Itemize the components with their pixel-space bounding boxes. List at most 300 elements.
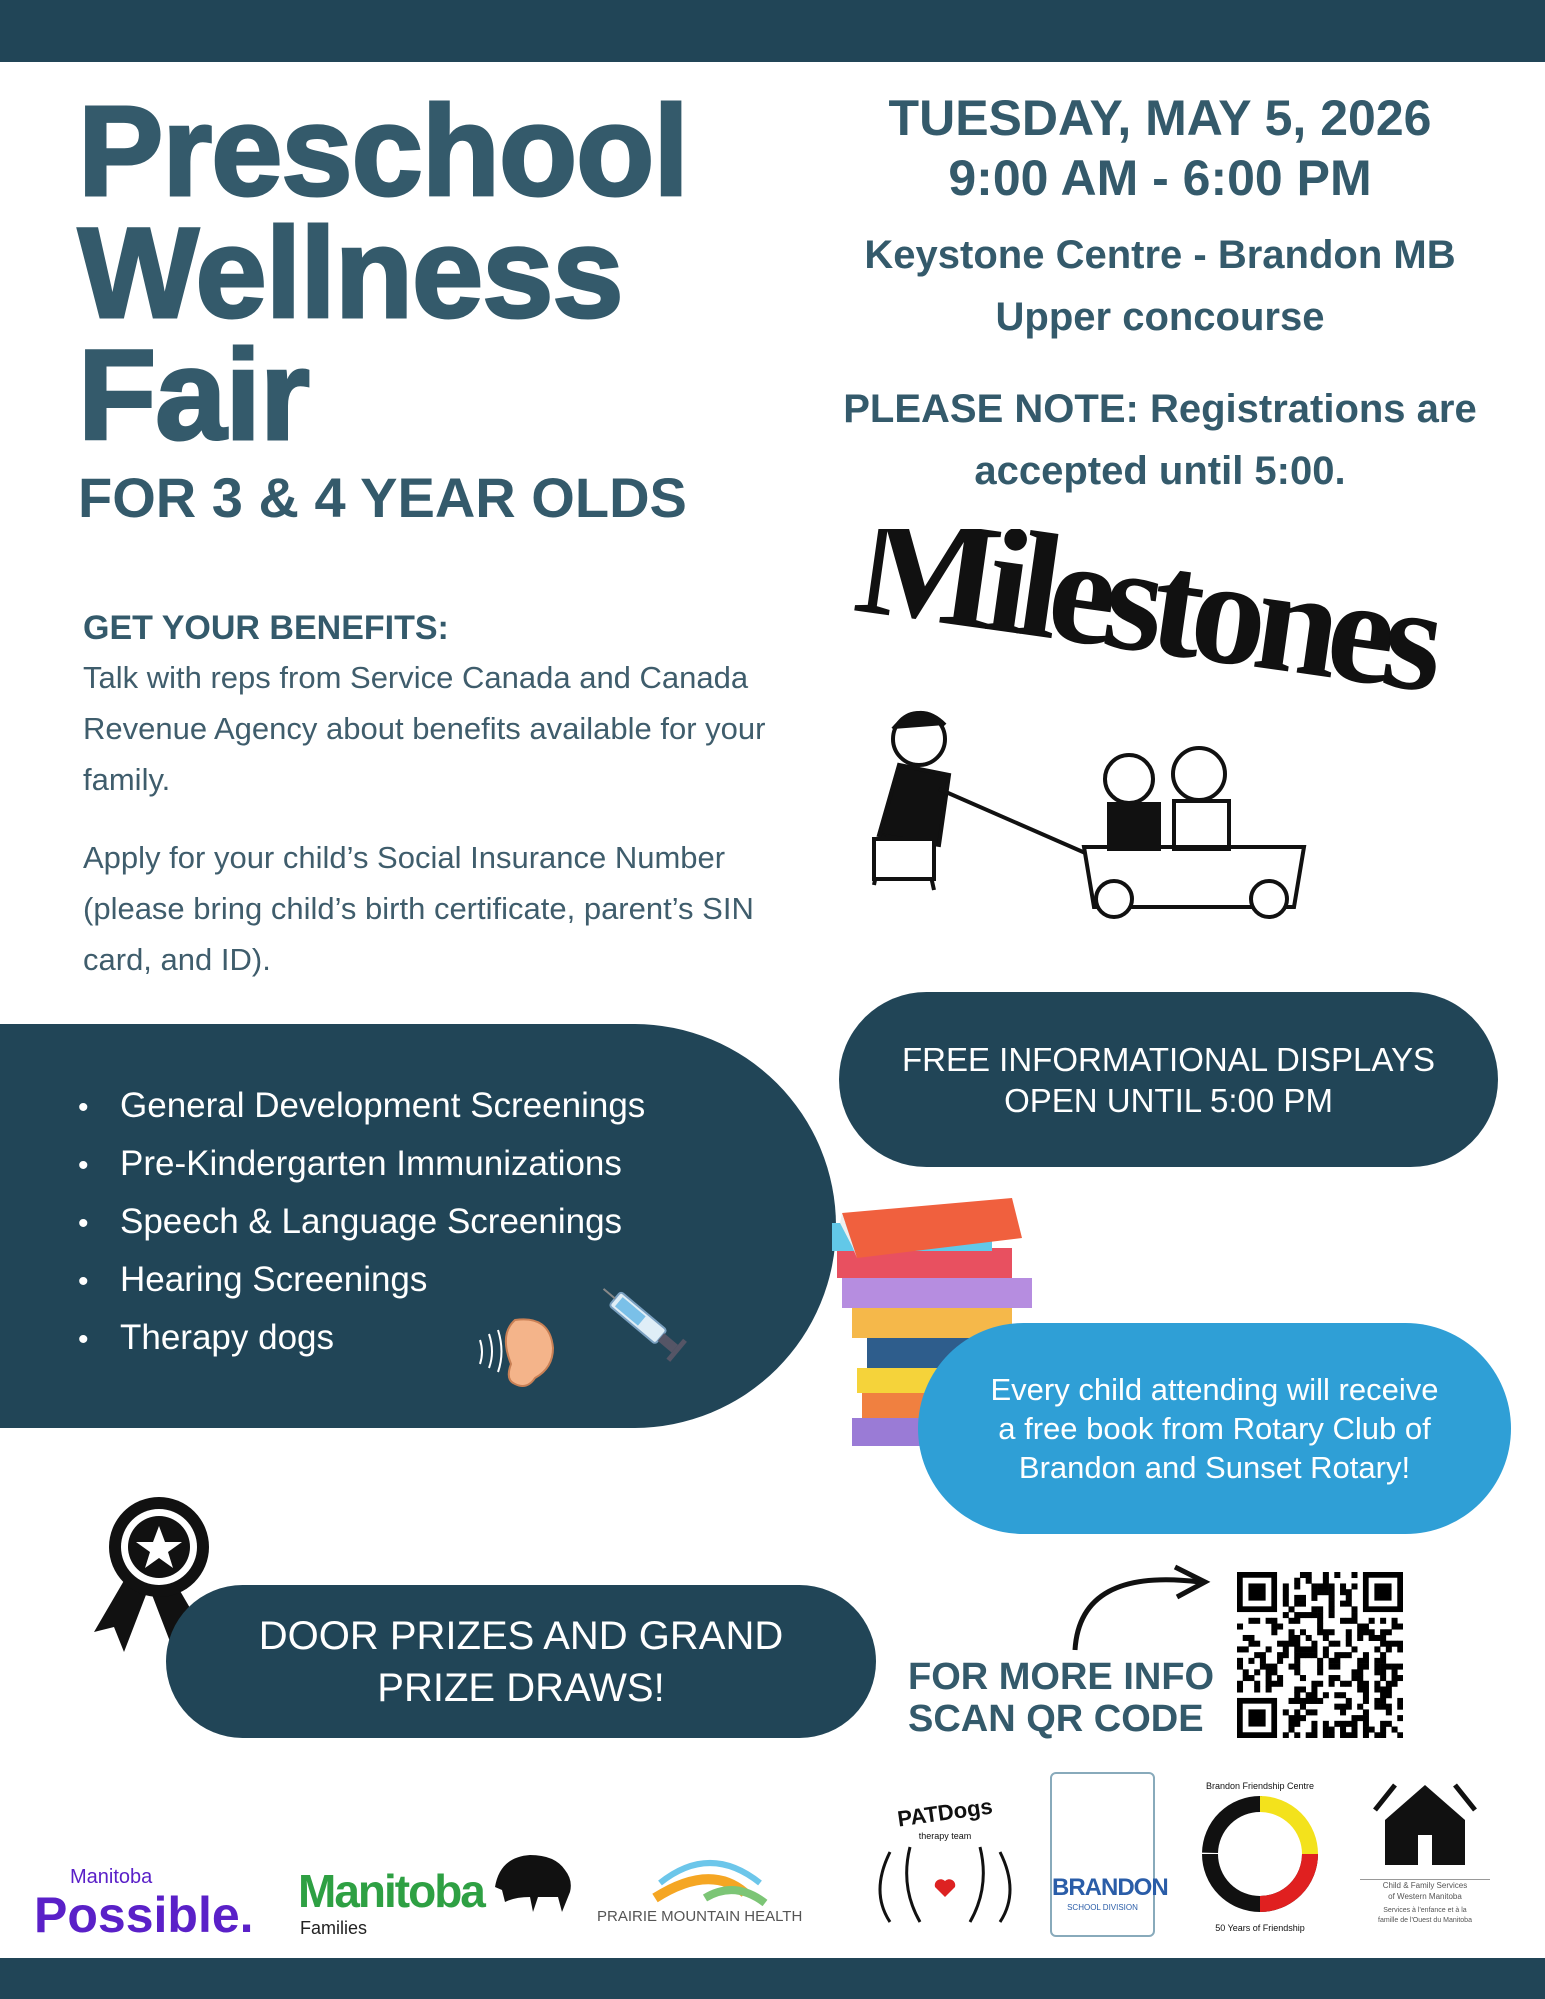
qr-module [1271, 1618, 1277, 1624]
logo-patdogs [870, 1793, 1020, 1930]
qr-module [1323, 1583, 1329, 1589]
qr-module [1243, 1669, 1249, 1675]
qr-module [1369, 1618, 1375, 1624]
benefits-heading: GET YOUR BENEFITS: [83, 609, 449, 647]
qr-module [1294, 1698, 1300, 1704]
qr-module [1306, 1692, 1312, 1698]
qr-module [1397, 1646, 1403, 1652]
qr-module [1300, 1675, 1306, 1681]
qr-module [1323, 1727, 1329, 1733]
qr-module [1254, 1681, 1260, 1687]
qr-module [1374, 1704, 1380, 1710]
qr-module [1346, 1629, 1352, 1635]
qr-module [1346, 1732, 1352, 1738]
qr-line-1: FOR MORE INFO [908, 1656, 1215, 1698]
qr-line-2: SCAN QR CODE [908, 1698, 1204, 1740]
qr-module [1317, 1664, 1323, 1670]
qr-module [1254, 1652, 1260, 1658]
qr-module [1363, 1658, 1369, 1664]
qr-module [1392, 1618, 1398, 1624]
qr-module [1306, 1732, 1312, 1738]
syringe-icon [590, 1275, 700, 1380]
qr-module [1294, 1669, 1300, 1675]
qr-module [1254, 1618, 1260, 1624]
qr-module [1311, 1583, 1317, 1589]
qr-module [1351, 1572, 1357, 1578]
event-time: 9:00 AM - 6:00 PM [948, 150, 1372, 206]
qr-module [1323, 1732, 1329, 1738]
qr-module [1380, 1629, 1386, 1635]
qr-module [1317, 1658, 1323, 1664]
qr-module [1351, 1612, 1357, 1618]
qr-module [1277, 1652, 1283, 1658]
qr-module [1237, 1658, 1243, 1664]
door-prizes-banner [166, 1585, 876, 1738]
qr-module [1300, 1652, 1306, 1658]
title-line-1: Preschool [78, 80, 688, 223]
qr-module [1334, 1664, 1340, 1670]
qr-module [1237, 1686, 1243, 1692]
qr-module [1306, 1612, 1312, 1618]
qr-module [1392, 1641, 1398, 1647]
qr-module [1340, 1681, 1346, 1687]
qr-module [1294, 1709, 1300, 1715]
qr-module [1363, 1709, 1369, 1715]
qr-module [1283, 1583, 1289, 1589]
qr-module [1380, 1664, 1386, 1670]
qr-module [1306, 1572, 1312, 1578]
qr-module [1277, 1675, 1283, 1681]
qr-module [1260, 1658, 1266, 1664]
qr-module [1329, 1664, 1335, 1670]
qr-module [1289, 1664, 1295, 1670]
qr-module [1374, 1686, 1380, 1692]
bison-icon [490, 1852, 575, 1917]
prizes-line-1: DOOR PRIZES AND GRAND [258, 1613, 784, 1658]
qr-module [1351, 1675, 1357, 1681]
list-item: • Hearing Screenings [78, 1252, 645, 1310]
qr-module [1311, 1727, 1317, 1733]
qr-module [1248, 1635, 1254, 1641]
qr-module [1334, 1692, 1340, 1698]
qr-module [1363, 1664, 1369, 1670]
qr-module [1346, 1681, 1352, 1687]
displays-line-2: OPEN UNTIL 5:00 PM [1004, 1081, 1333, 1119]
event-venue: Keystone Centre - Brandon MB [864, 233, 1456, 277]
list-item: • Speech & Language Screenings [78, 1194, 645, 1252]
qr-module [1271, 1624, 1277, 1630]
qr-module [1294, 1583, 1300, 1589]
qr-module [1357, 1686, 1363, 1692]
qr-module [1248, 1618, 1254, 1624]
qr-module [1271, 1681, 1277, 1687]
qr-module [1392, 1669, 1398, 1675]
qr-module [1346, 1652, 1352, 1658]
qr-module [1397, 1664, 1403, 1670]
top-bar [0, 0, 1545, 62]
qr-module [1311, 1652, 1317, 1658]
qr-module [1363, 1692, 1369, 1698]
qr-module [1311, 1681, 1317, 1687]
qr-module [1283, 1612, 1289, 1618]
brandon-name: BRANDON [1052, 1874, 1168, 1901]
qr-module [1300, 1646, 1306, 1652]
qr-module [1329, 1612, 1335, 1618]
qr-module [1380, 1727, 1386, 1733]
qr-module [1363, 1624, 1369, 1630]
qr-module [1329, 1606, 1335, 1612]
qr-module [1374, 1698, 1380, 1704]
qr-module [1294, 1721, 1300, 1727]
qr-module [1311, 1709, 1317, 1715]
qr-module [1294, 1595, 1300, 1601]
qr-module [1248, 1641, 1254, 1647]
qr-module [1363, 1681, 1369, 1687]
milestones-logo-text: Milestones [847, 529, 1455, 725]
qr-code[interactable] [1237, 1572, 1403, 1743]
qr-module [1311, 1606, 1317, 1612]
qr-module [1283, 1652, 1289, 1658]
qr-module [1380, 1658, 1386, 1664]
qr-module [1254, 1641, 1260, 1647]
qr-module [1374, 1664, 1380, 1670]
title-line-3: Fair [78, 324, 309, 467]
qr-module [1329, 1727, 1335, 1733]
qr-module [1300, 1698, 1306, 1704]
qr-module [1266, 1681, 1272, 1687]
qr-module [1243, 1635, 1249, 1641]
qr-module [1386, 1692, 1392, 1698]
displays-line-1: FREE INFORMATIONAL DISPLAYS [902, 1040, 1435, 1078]
prizes-line-2: PRIZE DRAWS! [377, 1665, 665, 1710]
qr-module [1294, 1732, 1300, 1738]
qr-module [1334, 1652, 1340, 1658]
qr-module [1294, 1618, 1300, 1624]
qr-module [1397, 1675, 1403, 1681]
qr-module [1346, 1641, 1352, 1647]
qr-module [1340, 1652, 1346, 1658]
logo-brandon-school-division [1050, 1772, 1168, 1937]
qr-module [1346, 1589, 1352, 1595]
qr-module [1351, 1732, 1357, 1738]
patdogs-sub: therapy team [918, 1831, 972, 1841]
qr-module [1317, 1698, 1323, 1704]
registration-note-2: accepted until 5:00. [974, 449, 1346, 493]
bottom-bar [0, 1958, 1545, 1999]
qr-module [1357, 1624, 1363, 1630]
qr-module [1329, 1658, 1335, 1664]
qr-module [1340, 1601, 1346, 1607]
qr-module [1380, 1675, 1386, 1681]
qr-module [1317, 1618, 1323, 1624]
qr-module [1334, 1572, 1340, 1578]
bfc-top: Brandon Friendship Centre [1205, 1781, 1315, 1791]
qr-module [1294, 1646, 1300, 1652]
qr-module [1323, 1589, 1329, 1595]
qr-module [1346, 1601, 1352, 1607]
qr-module [1294, 1658, 1300, 1664]
qr-module [1334, 1658, 1340, 1664]
registration-note-1: PLEASE NOTE: Registrations are [843, 387, 1477, 431]
qr-module [1329, 1583, 1335, 1589]
qr-module [1266, 1664, 1272, 1670]
qr-module [1386, 1686, 1392, 1692]
qr-module [1300, 1704, 1306, 1710]
qr-module [1329, 1629, 1335, 1635]
qr-module [1397, 1704, 1403, 1710]
qr-module [1346, 1635, 1352, 1641]
event-area: Upper concourse [995, 295, 1325, 339]
cfs-line-2: of Western Manitoba [1388, 1892, 1462, 1901]
qr-module [1346, 1698, 1352, 1704]
title-line-2: Wellness [78, 202, 623, 345]
qr-module [1317, 1681, 1323, 1687]
qr-module [1289, 1618, 1295, 1624]
qr-module [1374, 1658, 1380, 1664]
qr-module [1237, 1681, 1243, 1687]
qr-module [1392, 1664, 1398, 1670]
qr-module [1357, 1664, 1363, 1670]
list-item: • General Development Screenings [78, 1078, 645, 1136]
qr-module [1351, 1669, 1357, 1675]
qr-module [1277, 1624, 1283, 1630]
qr-module [1334, 1675, 1340, 1681]
qr-module [1351, 1721, 1357, 1727]
qr-module [1260, 1652, 1266, 1658]
qr-module [1397, 1732, 1403, 1738]
qr-module [1329, 1675, 1335, 1681]
qr-module [1374, 1732, 1380, 1738]
qr-module [1289, 1641, 1295, 1647]
qr-module [1363, 1732, 1369, 1738]
qr-module [1363, 1698, 1369, 1704]
qr-module [1357, 1635, 1363, 1641]
qr-module [1340, 1704, 1346, 1710]
qr-module [1374, 1681, 1380, 1687]
qr-module [1311, 1692, 1317, 1698]
qr-module [1346, 1595, 1352, 1601]
qr-module [1289, 1727, 1295, 1733]
qr-caption [908, 1656, 1214, 1740]
qr-module [1277, 1681, 1283, 1687]
qr-module [1289, 1606, 1295, 1612]
qr-module [1311, 1641, 1317, 1647]
qr-module [1323, 1692, 1329, 1698]
qr-module [1283, 1732, 1289, 1738]
qr-module [1266, 1669, 1272, 1675]
qr-module [1294, 1686, 1300, 1692]
book-line-3: Brandon and Sunset Rotary! [1018, 1450, 1411, 1485]
patdogs-name: PATDogs [895, 1793, 995, 1832]
qr-module [1311, 1646, 1317, 1652]
qr-module [1340, 1583, 1346, 1589]
qr-module [1397, 1624, 1403, 1630]
list-item: • Pre-Kindergarten Immunizations [78, 1136, 645, 1194]
qr-module [1380, 1721, 1386, 1727]
qr-module [1340, 1618, 1346, 1624]
qr-module [1300, 1612, 1306, 1618]
qr-module [1243, 1675, 1249, 1681]
list-item: • Therapy dogs [78, 1310, 645, 1368]
book-line-1: Every child attending will receive [990, 1372, 1439, 1407]
qr-module [1294, 1578, 1300, 1584]
qr-module [1357, 1675, 1363, 1681]
qr-module [1340, 1709, 1346, 1715]
qr-module [1374, 1646, 1380, 1652]
qr-module [1386, 1704, 1392, 1710]
qr-finder [1248, 1583, 1265, 1600]
qr-module [1289, 1635, 1295, 1641]
qr-module [1283, 1641, 1289, 1647]
qr-module [1340, 1727, 1346, 1733]
qr-module [1323, 1635, 1329, 1641]
qr-module [1374, 1669, 1380, 1675]
qr-module [1329, 1681, 1335, 1687]
qr-module [1380, 1692, 1386, 1698]
qr-module [1323, 1646, 1329, 1652]
qr-module [1300, 1601, 1306, 1607]
qr-module [1311, 1698, 1317, 1704]
qr-module [1317, 1583, 1323, 1589]
qr-module [1317, 1624, 1323, 1630]
qr-module [1294, 1612, 1300, 1618]
qr-module [1317, 1606, 1323, 1612]
qr-module [1254, 1669, 1260, 1675]
qr-finder [1248, 1709, 1265, 1726]
qr-module [1294, 1635, 1300, 1641]
book-line-2: a free book from Rotary Club of [998, 1411, 1431, 1446]
qr-module [1380, 1635, 1386, 1641]
qr-module [1266, 1618, 1272, 1624]
qr-module [1306, 1578, 1312, 1584]
qr-module [1329, 1589, 1335, 1595]
qr-module [1357, 1658, 1363, 1664]
qr-module [1386, 1641, 1392, 1647]
qr-module [1271, 1664, 1277, 1670]
cfs-line-1: Child & Family Services [1382, 1881, 1468, 1890]
qr-module [1397, 1698, 1403, 1704]
logo-child-family-services [1360, 1780, 1490, 1926]
qr-module [1397, 1641, 1403, 1647]
qr-module [1237, 1646, 1243, 1652]
brandon-sub: SCHOOL DIVISION [1067, 1903, 1138, 1912]
qr-module [1397, 1715, 1403, 1721]
displays-banner [839, 992, 1498, 1167]
qr-module [1300, 1715, 1306, 1721]
qr-module [1266, 1675, 1272, 1681]
qr-module [1243, 1646, 1249, 1652]
qr-module [1311, 1721, 1317, 1727]
curved-arrow-icon [1065, 1562, 1215, 1657]
qr-module [1266, 1646, 1272, 1652]
qr-module [1311, 1612, 1317, 1618]
qr-module [1357, 1704, 1363, 1710]
qr-module [1289, 1698, 1295, 1704]
qr-module [1323, 1572, 1329, 1578]
qr-module [1271, 1629, 1277, 1635]
qr-module [1363, 1686, 1369, 1692]
qr-module [1351, 1727, 1357, 1733]
qr-module [1294, 1601, 1300, 1607]
qr-module [1351, 1618, 1357, 1624]
qr-module [1363, 1652, 1369, 1658]
qr-module [1289, 1721, 1295, 1727]
qr-module [1317, 1612, 1323, 1618]
qr-module [1329, 1641, 1335, 1647]
qr-module [1237, 1624, 1243, 1630]
qr-module [1340, 1692, 1346, 1698]
qr-module [1283, 1589, 1289, 1595]
qr-module [1260, 1664, 1266, 1670]
qr-module [1363, 1715, 1369, 1721]
qr-module [1363, 1629, 1369, 1635]
qr-module [1248, 1675, 1254, 1681]
qr-module [1323, 1578, 1329, 1584]
qr-module [1306, 1635, 1312, 1641]
qr-module [1380, 1641, 1386, 1647]
qr-module [1340, 1589, 1346, 1595]
qr-module [1283, 1601, 1289, 1607]
qr-module [1306, 1709, 1312, 1715]
cfs-line-3: Services à l'enfance et à la [1383, 1907, 1467, 1914]
qr-module [1311, 1686, 1317, 1692]
qr-module [1334, 1721, 1340, 1727]
qr-module [1380, 1732, 1386, 1738]
qr-module [1357, 1715, 1363, 1721]
milestones-illustration [829, 529, 1461, 924]
benefits-paragraph-1: Talk with reps from Service Canada and Canada Revenue Agency about benefits available for your family. [83, 660, 766, 797]
qr-module [1380, 1618, 1386, 1624]
logo-manitoba-families: Manitoba [298, 1865, 484, 1917]
qr-module [1323, 1652, 1329, 1658]
qr-module [1351, 1606, 1357, 1612]
qr-module [1380, 1698, 1386, 1704]
qr-module [1300, 1686, 1306, 1692]
qr-module [1380, 1686, 1386, 1692]
qr-module [1357, 1681, 1363, 1687]
qr-module [1283, 1646, 1289, 1652]
qr-module [1369, 1629, 1375, 1635]
qr-module [1351, 1583, 1357, 1589]
benefits-paragraph-2: Apply for your child’s Social Insurance Number (please bring child’s birth certificate, parent’s SIN card, and ID). [83, 840, 754, 977]
qr-module [1380, 1669, 1386, 1675]
qr-module [1317, 1669, 1323, 1675]
qr-module [1340, 1732, 1346, 1738]
qr-module [1294, 1715, 1300, 1721]
qr-module [1311, 1589, 1317, 1595]
qr-module [1386, 1709, 1392, 1715]
qr-module [1357, 1629, 1363, 1635]
qr-module [1300, 1629, 1306, 1635]
qr-module [1346, 1721, 1352, 1727]
qr-module [1294, 1641, 1300, 1647]
pmh-swoosh-icon [650, 1858, 770, 1913]
qr-module [1329, 1601, 1335, 1607]
qr-module [1346, 1704, 1352, 1710]
qr-module [1380, 1704, 1386, 1710]
families-label: Families [300, 1918, 368, 1938]
bfc-bottom: 50 Years of Friendship [1215, 1923, 1305, 1933]
qr-module [1346, 1618, 1352, 1624]
qr-module [1392, 1624, 1398, 1630]
qr-module [1386, 1629, 1392, 1635]
qr-module [1386, 1664, 1392, 1670]
qr-module [1277, 1658, 1283, 1664]
logo-manitoba-possible: Possible. [34, 1887, 254, 1943]
qr-module [1392, 1681, 1398, 1687]
qr-module [1277, 1641, 1283, 1647]
qr-module [1294, 1664, 1300, 1670]
